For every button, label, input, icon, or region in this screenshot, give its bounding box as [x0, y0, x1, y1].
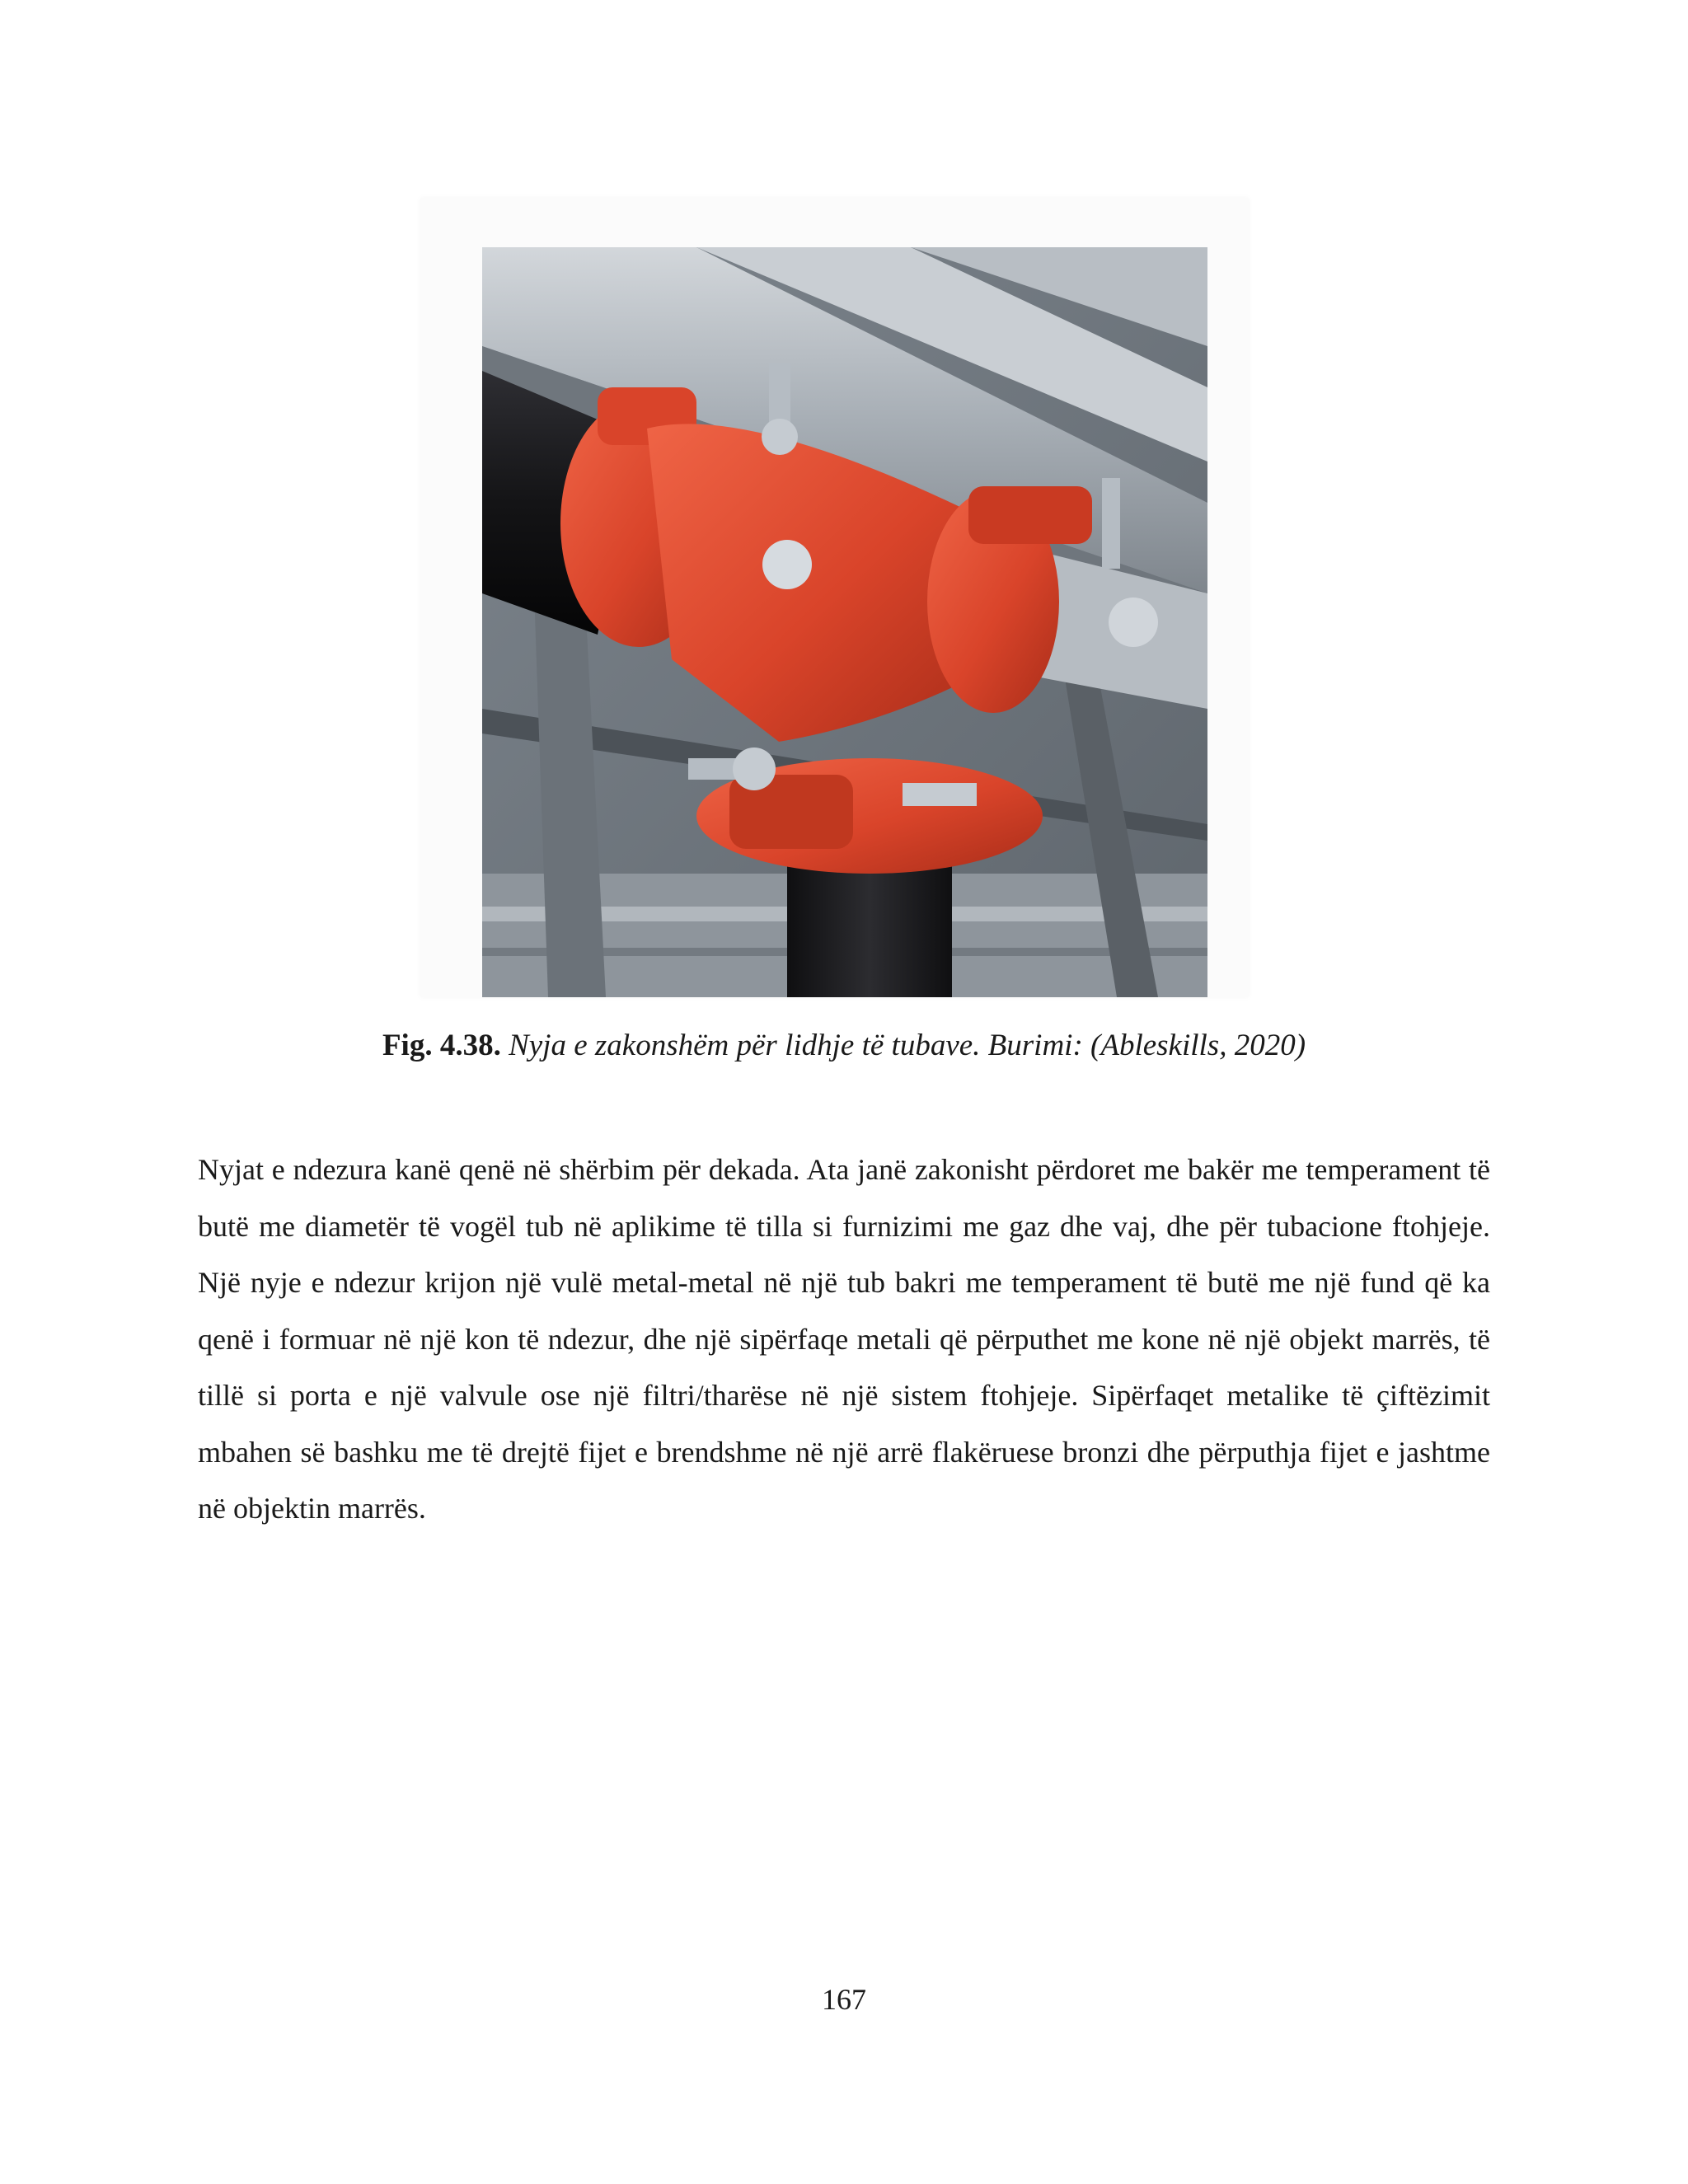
- body-paragraph: Nyjat e ndezura kanë qenë në shërbim për dekada. Ata janë zakonisht përdoret me bakër me temperament të butë me diametër të vogël tub në aplikime të tilla si furnizimi me gaz dhe vaj, dhe për tubacione ftohjeje. Një nyje e ndezur krijon një vulë metal-metal në një tub bakri me temperament të butë me një fund që ka qenë i formuar në një kon të ndezur, dhe një sipërfaqe metali që përputhet me kone në një objekt marrës, të tillë si porta e një valvule ose një filtri/tharëse në një sistem ftohjeje. Sipërfaqet metalike të çiftëzimit mbahen së bashku me të drejtë fijet e brendshme në një arrë flakëruese bronzi dhe përputhja fijet e jashtme në objektin marrës.: [198, 1153, 1490, 1525]
- figure-caption-text: Nyja e zakonshëm për lidhje të tubave. Burimi: (Ableskills, 2020): [509, 1029, 1306, 1062]
- pipe-coupling-illustration: [482, 247, 1207, 997]
- page-number: 167: [822, 1983, 866, 2016]
- pipe-coupling-photo: [482, 247, 1207, 997]
- figure-caption-label: Fig. 4.38.: [382, 1029, 501, 1062]
- figure-caption: [198, 1026, 1490, 1066]
